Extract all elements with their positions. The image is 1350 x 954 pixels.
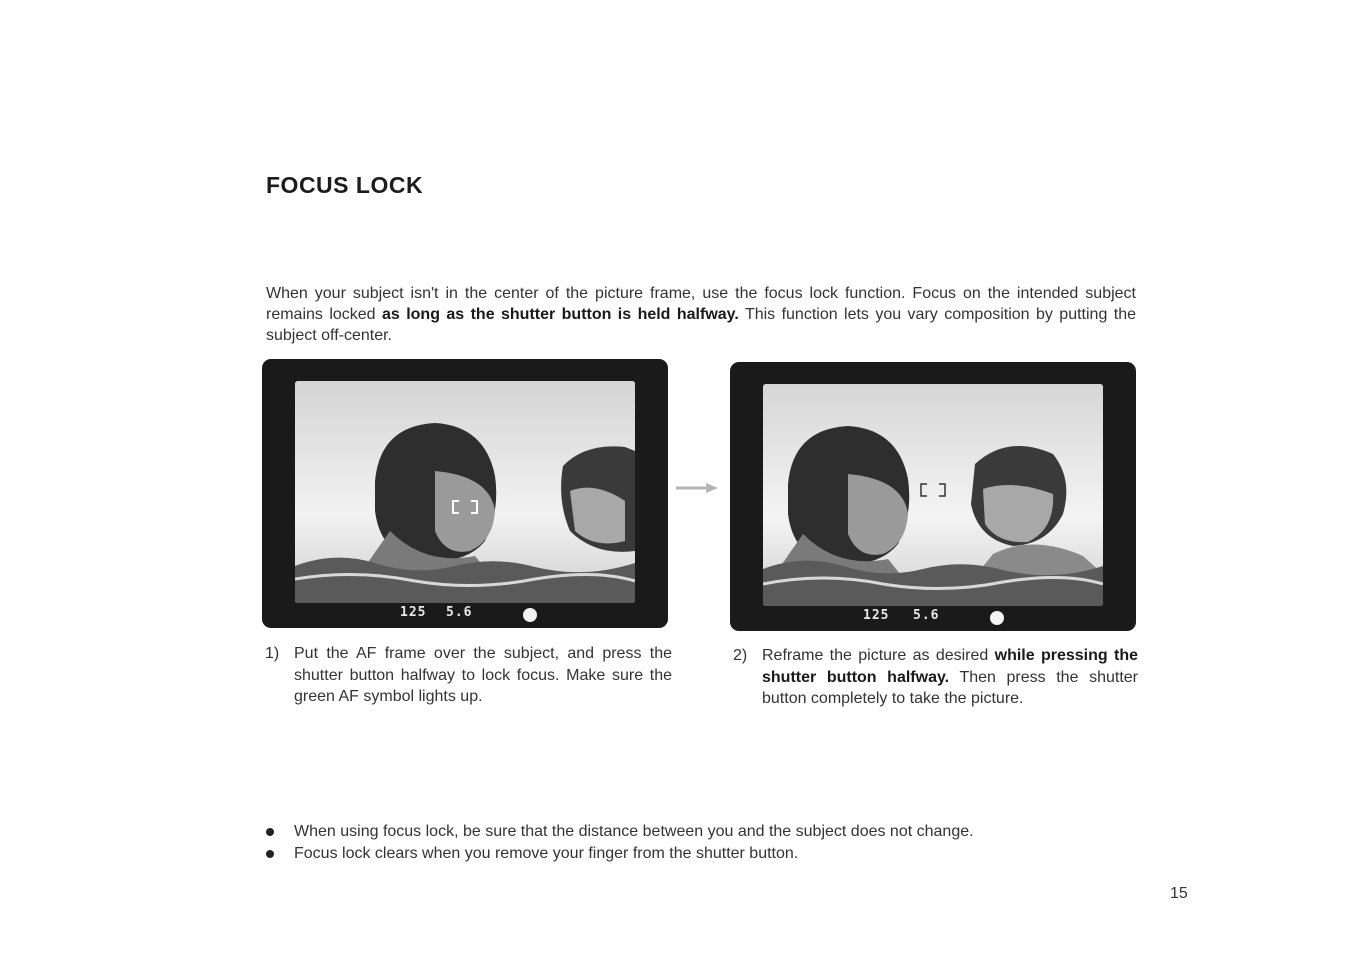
green-af-dot-icon: [990, 611, 1004, 625]
step-2: [733, 645, 1143, 715]
step-number: 2): [733, 647, 748, 664]
shutter-speed-readout: 125: [400, 605, 427, 620]
notes-list: [265, 821, 1145, 865]
shutter-speed-readout: 125: [863, 608, 890, 623]
intro-bold-text: as long as the shutter button is held halfway.: [381, 306, 739, 323]
intro-paragraph: [266, 283, 1136, 346]
aperture-readout: 5.6: [913, 608, 940, 623]
viewfinder-image-1: [262, 359, 668, 628]
intro-text-1: When your subject isn't in the center of the picture frame, use the focus lock function. Focus on the intended subject remains locked: [266, 285, 1136, 323]
list-item: [265, 821, 1145, 843]
swimmers-photo: [295, 381, 635, 603]
step-text-1: Reframe the picture as desired: [762, 647, 995, 664]
page-title: FOCUS LOCK: [266, 172, 424, 198]
bullet-icon: [266, 828, 274, 836]
swimmers-photo: [763, 384, 1103, 606]
step-text: Put the AF frame over the subject, and press the shutter button halfway to lock focus. Make sure the green AF symbol lights up.: [294, 645, 672, 705]
viewfinder-scene-2: [763, 384, 1103, 606]
right-arrow-icon: [672, 480, 722, 496]
page-number: 15: [1170, 885, 1188, 902]
bullet-icon: [266, 850, 274, 858]
note-text: Focus lock clears when you remove your finger from the shutter button.: [294, 845, 799, 862]
intro-text-2: This function lets you vary composition by putting the subject off-center.: [266, 306, 1136, 344]
step-number: 1): [265, 645, 280, 662]
viewfinder-image-2: [730, 362, 1136, 631]
viewfinder-scene-1: [295, 381, 635, 603]
viewfinder-readout-1: [262, 605, 668, 625]
note-text: When using focus lock, be sure that the distance between you and the subject does not change.: [294, 823, 974, 840]
list-item: [265, 843, 1145, 865]
viewfinder-readout-2: [730, 608, 1136, 628]
green-af-dot-icon: [523, 608, 537, 622]
step-1: [265, 643, 675, 713]
step-bold-text: while pressing the shutter button halfway.: [762, 647, 1138, 686]
step-text: [762, 645, 1138, 710]
aperture-readout: 5.6: [446, 605, 473, 620]
step-text-2: Then press the shutter button completely to take the picture.: [762, 668, 1138, 707]
